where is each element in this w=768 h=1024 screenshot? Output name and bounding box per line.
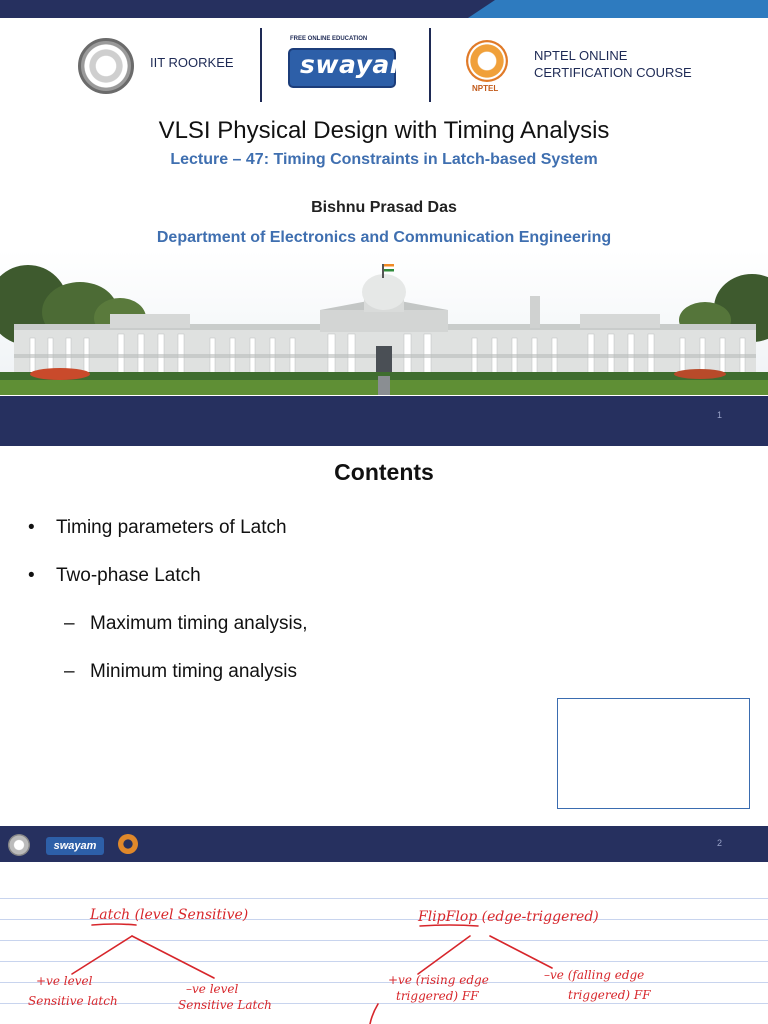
list-item-text: Two-phase Latch (56, 565, 201, 586)
logo-row (0, 22, 768, 106)
contents-heading: Contents (334, 459, 434, 485)
note-latch-positive-line2: Sensitive latch (28, 994, 118, 1008)
video-placeholder-box (557, 698, 750, 809)
bullet-mark: • (28, 517, 35, 538)
handwritten-notes-area (0, 878, 768, 1024)
list-subitem (28, 613, 548, 661)
nptel-course-label (534, 47, 754, 81)
department-name: Department of Electronics and Communication Engineering (156, 229, 612, 246)
footer-banner (0, 826, 768, 862)
note-latch: Latch (level Sensitive) (90, 907, 249, 923)
list-item-text: Timing parameters of Latch (56, 517, 287, 538)
iit-roorkee-label: IIT ROORKEE (150, 55, 234, 70)
note-latch-positive-line1: +ve level (36, 974, 93, 988)
dash-mark: – (64, 661, 75, 682)
swayam-logo-text: swayam (300, 50, 417, 79)
note-flipflop: FlipFlop (edge-triggered) (418, 909, 599, 925)
note-ff-positive-line1: +ve (rising edge (388, 973, 489, 987)
list-item (28, 565, 548, 613)
title-slide (0, 0, 768, 449)
list-item (28, 517, 548, 565)
course-title: VLSI Physical Design with Timing Analysis (158, 117, 610, 144)
note-latch-negative-line1: –ve level (186, 982, 239, 996)
note-ff-negative-line2: triggered) FF (568, 988, 651, 1002)
iit-roorkee-seal-icon (78, 38, 134, 94)
contents-list (28, 517, 548, 709)
bottom-banner (0, 396, 768, 446)
notes-top-margin (0, 862, 768, 878)
note-ff-negative-line1: –ve (falling edge (544, 968, 645, 982)
iit-roorkee-seal-icon (8, 834, 30, 856)
bullet-mark: • (28, 565, 35, 586)
swayam-tagline: FREE ONLINE EDUCATION (290, 36, 368, 42)
note-latch-negative-line2: Sensitive Latch (178, 998, 272, 1012)
logo-divider (260, 28, 262, 102)
slide-page-number: 1 (716, 410, 722, 420)
nptel-logo-icon (118, 834, 138, 854)
dash-mark: – (64, 613, 75, 634)
swayam-logo-icon: swayam (46, 837, 104, 855)
lecture-subtitle: Lecture – 47: Timing Constraints in Latch-based System (170, 151, 598, 168)
iit-main-building-image (0, 250, 768, 395)
list-item-text: Maximum timing analysis, (90, 613, 308, 634)
contents-slide (0, 449, 768, 861)
nptel-course-line1: NPTEL ONLINE (534, 48, 628, 63)
top-banner-accent (468, 0, 768, 18)
author-name: Bishnu Prasad Das (311, 199, 457, 216)
list-subitem (28, 661, 548, 709)
list-item-text: Minimum timing analysis (90, 661, 297, 682)
note-ff-positive-line2: triggered) FF (396, 989, 479, 1003)
nptel-logo-label: NPTEL (472, 84, 499, 93)
nptel-logo-icon (466, 40, 508, 82)
slide-page-number: 2 (716, 838, 722, 848)
logo-divider (429, 28, 431, 102)
nptel-course-line2: CERTIFICATION COURSE (534, 65, 692, 80)
